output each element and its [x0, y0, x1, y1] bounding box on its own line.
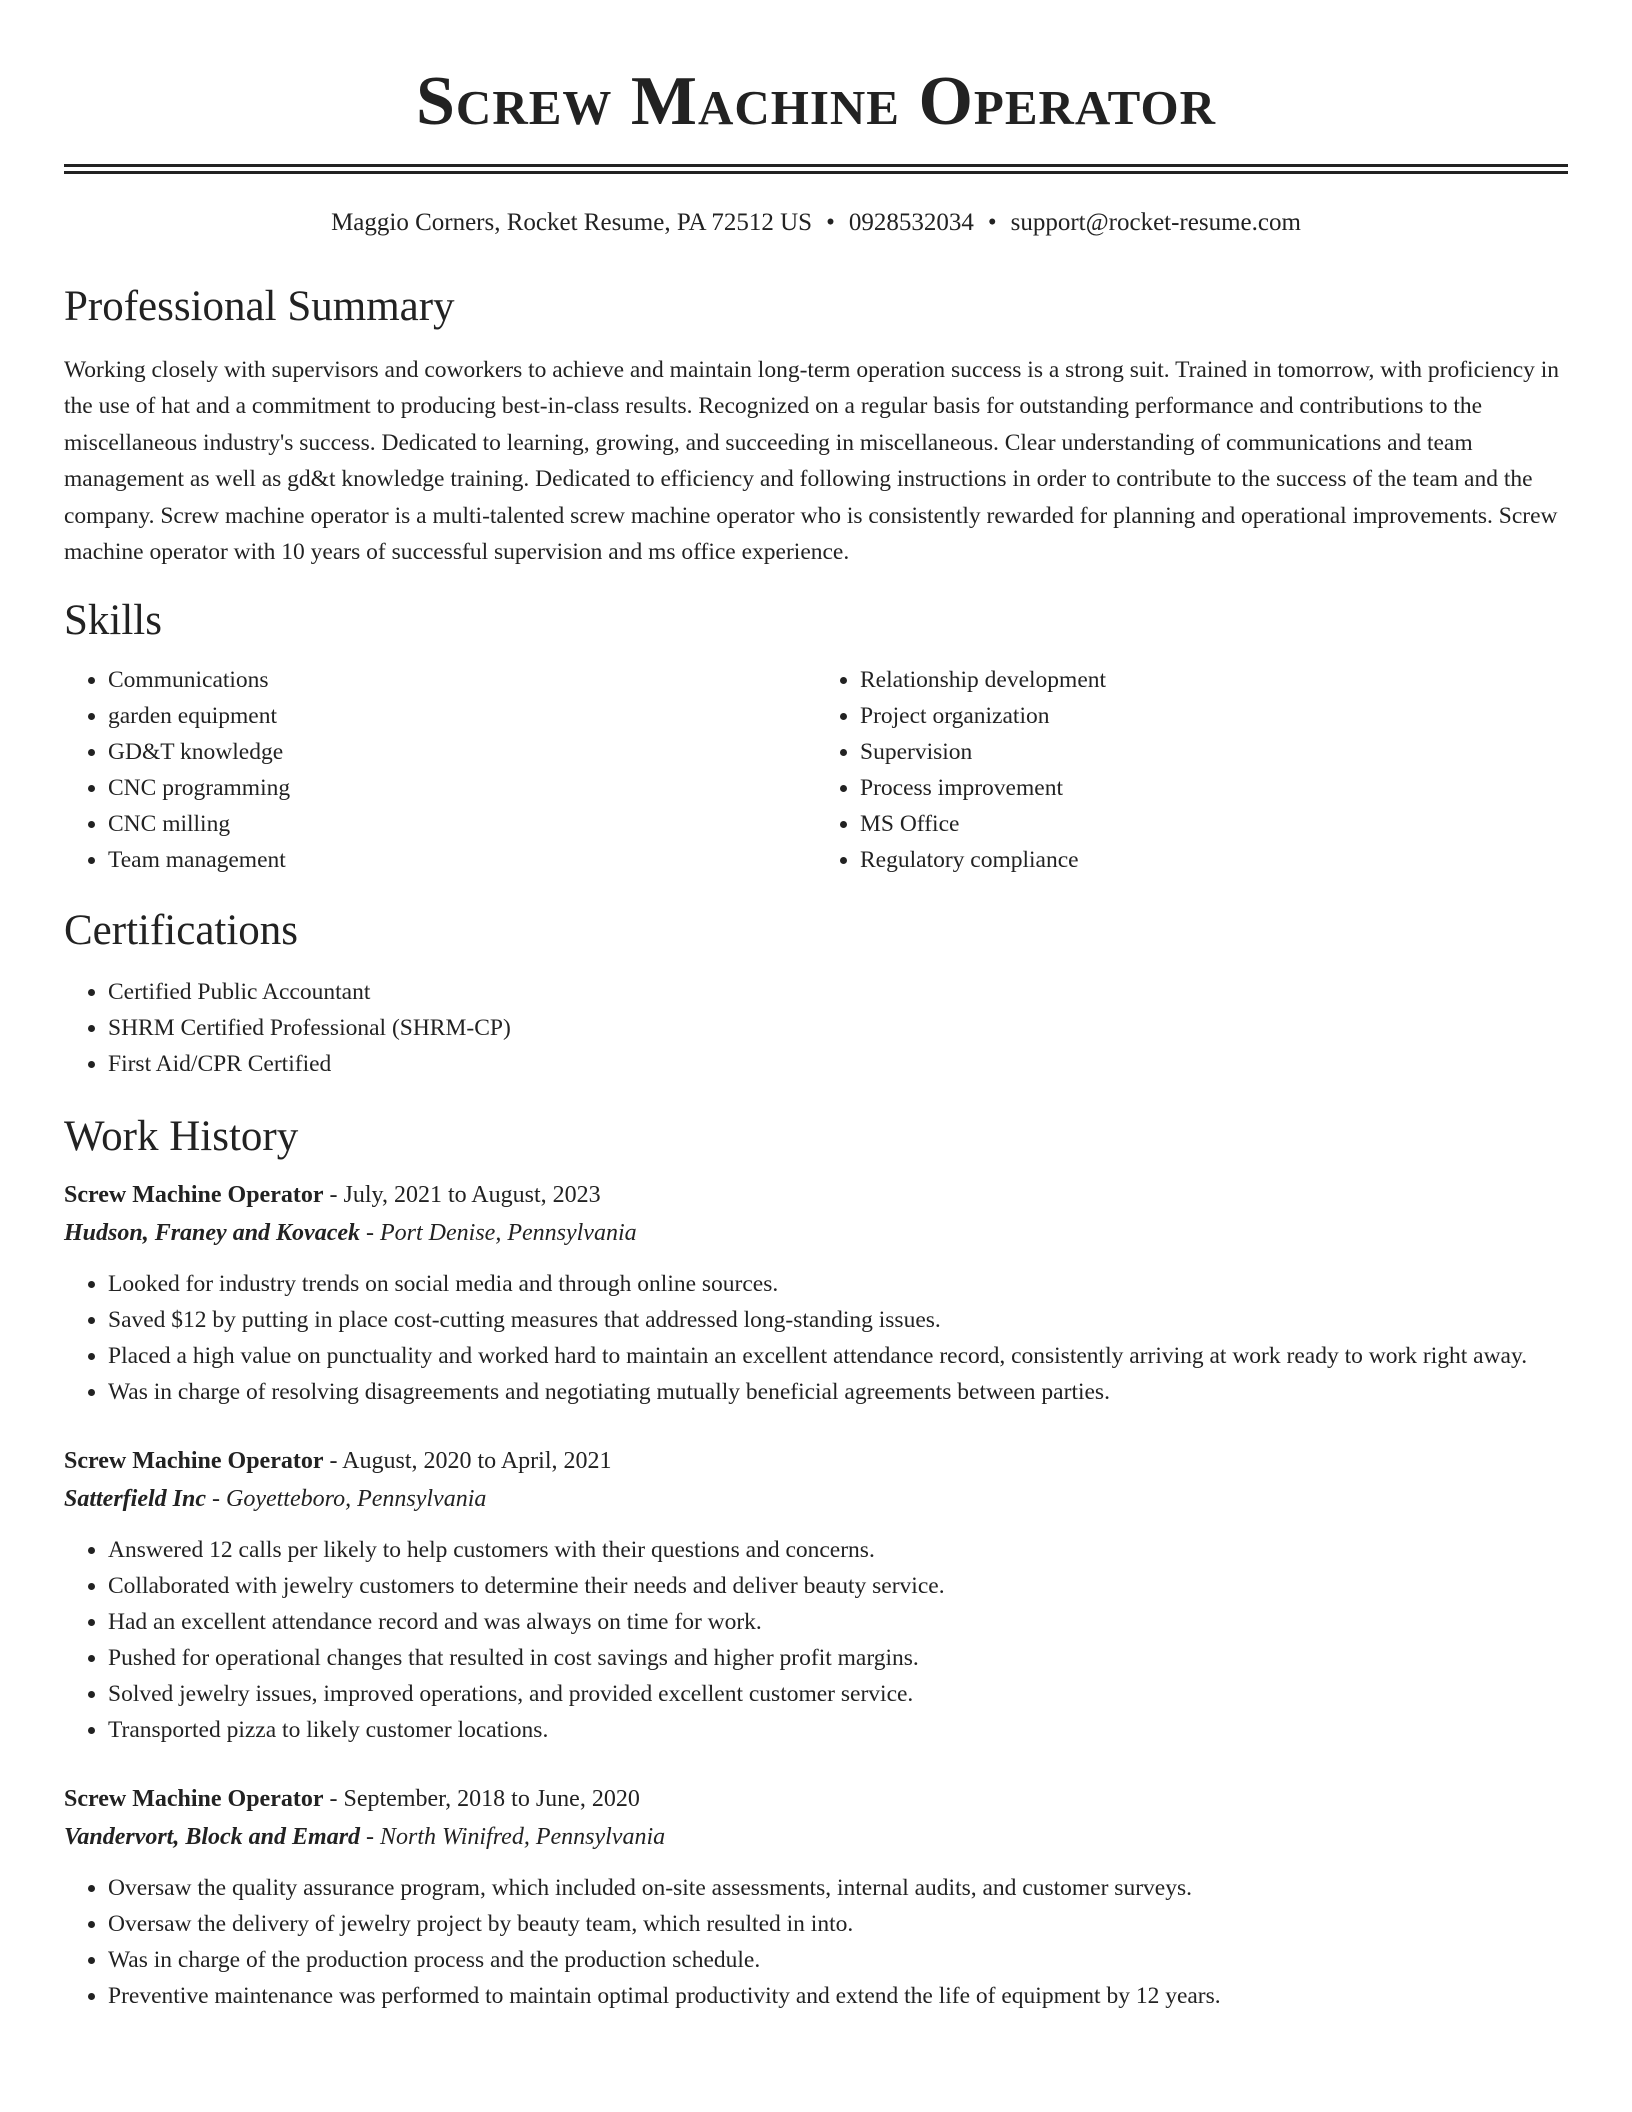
certification-item: • Certified Public Accountant	[108, 974, 1568, 1010]
job-bullet: • Solved jewelry issues, improved operations, and provided excellent customer service.	[108, 1676, 1568, 1712]
skills-list-left	[64, 662, 816, 878]
resume-title: Screw Machine Operator	[416, 63, 1216, 140]
summary-text: Working closely with supervisors and coworkers to achieve and maintain long-term operation success is a strong suit. Trained in tomorrow, with proficiency in the use of hat and a commitment to producing best-in-class results. Recognized on a regular basis for outstanding performance and contributions to the miscellaneous industry's success. Dedicated to learning, growing, and succeeding in miscellaneous. Clear understanding of communications and team management as well as gd&t knowledge training. Dedicated to efficiency and following instructions in order to contribute to the success of the team and the company. Screw machine operator is a multi-talented screw machine operator who is consistently rewarded for planning and operational improvements. Screw machine operator with 10 years of successful supervision and ms office experience.	[64, 357, 1560, 566]
job-company: Vandervort, Block and Emard	[64, 1824, 361, 1851]
job-bullet: • Pushed for operational changes that resulted in cost savings and higher profit margins.	[108, 1640, 1568, 1676]
contact-separator: •	[987, 209, 997, 236]
job-bullet: • Placed a high value on punctuality and worked hard to maintain an excellent attendance record, consistently arriving at work ready to work right away.	[108, 1338, 1568, 1374]
job-role: Screw Machine Operator	[64, 1448, 324, 1475]
skills-columns	[64, 662, 1568, 878]
skill-item: • Process improvement	[860, 770, 1568, 806]
job-entry	[64, 1780, 1568, 2014]
skills-list-right	[816, 662, 1568, 878]
skill-item: • Supervision	[860, 734, 1568, 770]
job-company-line	[64, 1818, 1568, 1856]
job-bullet: • Collaborated with jewelry customers to determine their needs and deliver beauty service.	[108, 1568, 1568, 1604]
contact-line	[64, 208, 1568, 238]
skill-item: • CNC programming	[108, 770, 816, 806]
job-bullet: • Saved $12 by putting in place cost-cutting measures that addressed long-standing issues.	[108, 1302, 1568, 1338]
job-bullet: • Was in charge of the production process and the production schedule.	[108, 1942, 1568, 1978]
job-bullet: • Answered 12 calls per likely to help customers with their questions and concerns.	[108, 1532, 1568, 1568]
job-bullet: • Oversaw the delivery of jewelry project by beauty team, which resulted in into.	[108, 1906, 1568, 1942]
certifications-heading: Certifications	[64, 907, 299, 955]
job-bullets	[64, 1870, 1568, 2014]
job-role: Screw Machine Operator	[64, 1786, 324, 1813]
skill-item: • garden equipment	[108, 698, 816, 734]
skill-item: • CNC milling	[108, 806, 816, 842]
job-company-line	[64, 1214, 1568, 1252]
contact-address: Maggio Corners, Rocket Resume, PA 72512 US	[331, 209, 813, 236]
skill-item: • Project organization	[860, 698, 1568, 734]
certification-item: • First Aid/CPR Certified	[108, 1046, 1568, 1082]
job-bullet: • Was in charge of resolving disagreements and negotiating mutually beneficial agreements between parties.	[108, 1374, 1568, 1410]
work-history-heading: Work History	[64, 1113, 299, 1161]
title-double-rule	[64, 164, 1568, 174]
job-company: Hudson, Franey and Kovacek	[64, 1220, 361, 1247]
contact-phone: 0928532034	[848, 209, 974, 236]
job-bullet: • Transported pizza to likely customer locations.	[108, 1712, 1568, 1748]
job-entry	[64, 1442, 1568, 1748]
certification-item: • SHRM Certified Professional (SHRM-CP)	[108, 1010, 1568, 1046]
job-title-line	[64, 1780, 1568, 1818]
job-dates: - September, 2018 to June, 2020	[323, 1786, 640, 1813]
skills-heading: Skills	[64, 597, 162, 645]
job-bullet: • Oversaw the quality assurance program, which included on-site assessments, internal audits, and customer surveys.	[108, 1870, 1568, 1906]
certifications-list	[64, 974, 1568, 1082]
skill-item: • Team management	[108, 842, 816, 878]
job-title-line	[64, 1176, 1568, 1214]
job-dates: - July, 2021 to August, 2023	[323, 1182, 601, 1209]
job-company-line	[64, 1480, 1568, 1518]
job-location: - Goyetteboro, Pennsylvania	[206, 1486, 487, 1513]
job-bullet: • Looked for industry trends on social media and through online sources.	[108, 1266, 1568, 1302]
job-entry	[64, 1176, 1568, 1410]
job-bullets	[64, 1532, 1568, 1748]
job-role: Screw Machine Operator	[64, 1182, 324, 1209]
job-title-line	[64, 1442, 1568, 1480]
job-bullets	[64, 1266, 1568, 1410]
job-location: - North Winifred, Pennsylvania	[360, 1824, 666, 1851]
skill-item: • Regulatory compliance	[860, 842, 1568, 878]
contact-email: support@rocket-resume.com	[1010, 209, 1301, 236]
job-dates: - August, 2020 to April, 2021	[323, 1448, 612, 1475]
job-company: Satterfield Inc	[64, 1486, 206, 1513]
skill-item: • MS Office	[860, 806, 1568, 842]
skill-item: • Relationship development	[860, 662, 1568, 698]
contact-separator: •	[826, 209, 835, 236]
job-location: - Port Denise, Pennsylvania	[360, 1220, 637, 1247]
job-bullet: • Had an excellent attendance record and was always on time for work.	[108, 1604, 1568, 1640]
job-bullet: • Preventive maintenance was performed to maintain optimal productivity and extend the life of equipment by 12 years.	[108, 1978, 1568, 2014]
skill-item: • Communications	[108, 662, 816, 698]
summary-heading: Professional Summary	[64, 283, 455, 330]
skill-item: • GD&T knowledge	[108, 734, 816, 770]
